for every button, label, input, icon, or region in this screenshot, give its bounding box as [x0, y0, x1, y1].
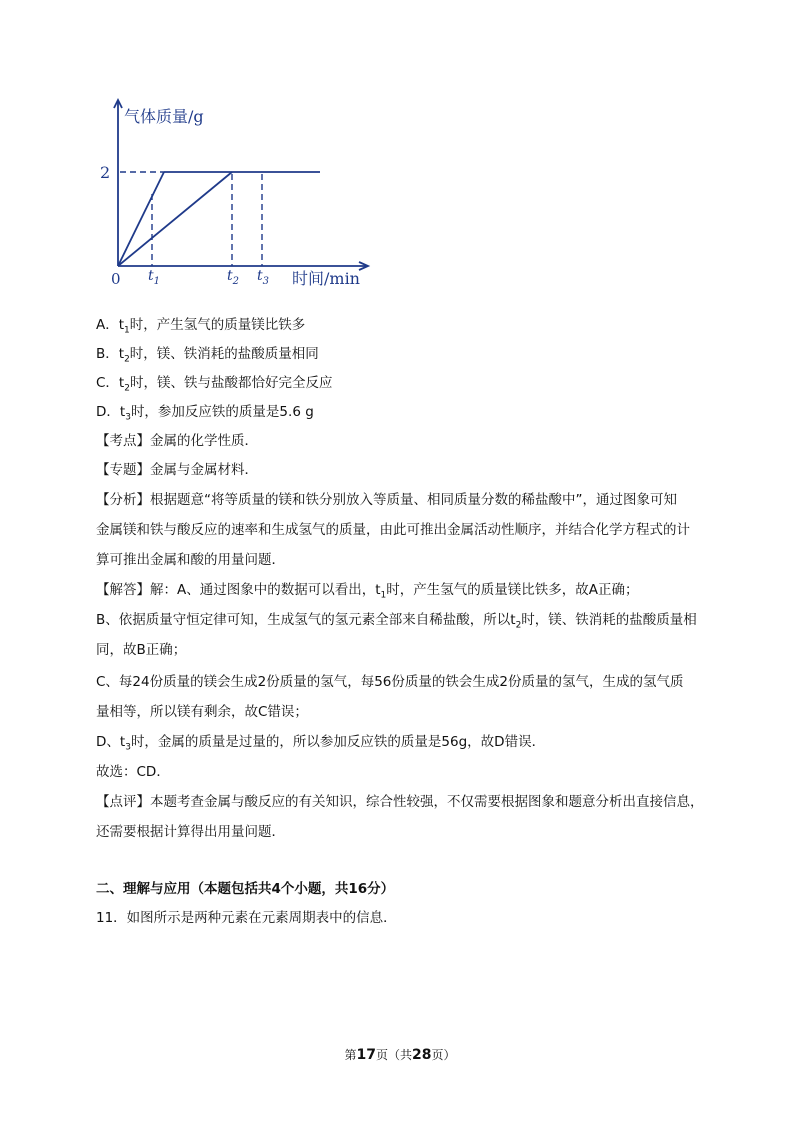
t3-label: $t_3$: [257, 268, 270, 287]
answer-choice: 故选：CD．: [96, 764, 170, 780]
iron-line: [118, 172, 232, 266]
question-11: 11．如图所示是两种元素在元素周期表中的信息．: [96, 910, 397, 926]
answer-line-2: B、依据质量守恒定律可知，生成氢气的氢元素全部来自稀盐酸，所以$t_2$时，镁、铁消耗的盐酸质量相: [96, 612, 697, 631]
y-tick-2: 2: [100, 163, 111, 182]
gas-mass-graph: [100, 94, 384, 294]
comment-line-1: 【点评】本题考查金属与酸反应的有关知识，综合性较强，不仅需要根据图象和题意分析出直接信息，: [96, 794, 704, 810]
comment-line-2: 还需要根据计算得出用量问题．: [96, 824, 285, 840]
answer-line-6: D、$t_3$时，金属的质量是过量的，所以参加反应铁的质量是56g，故D错误．: [96, 734, 546, 753]
analysis-line-3: 算可推出金属和酸的用量问题．: [96, 552, 285, 568]
option-a: A．$t_1$时，产生氢气的质量镁比铁多: [96, 317, 306, 336]
kaodian-line: 【考点】金属的化学性质．: [96, 433, 258, 449]
answer-line-1: 【解答】解：A、通过图象中的数据可以看出，$t_1$时，产生氢气的质量镁比铁多，故A正确；: [96, 582, 639, 601]
section-2-heading: 二、理解与应用（本题包括共4个小题，共16分）: [96, 881, 395, 897]
option-b: B．$t_2$时，镁、铁消耗的盐酸质量相同: [96, 346, 319, 365]
option-d: D．$t_3$时，参加反应铁的质量是5.6 g: [96, 404, 314, 423]
x-axis-label: 时间/min: [292, 269, 360, 288]
t2-label: $t_2$: [227, 268, 240, 287]
option-c: C．$t_2$时，镁、铁与盐酸都恰好完全反应: [96, 375, 333, 394]
page-footer: 第17页（共28页）: [344, 1047, 456, 1063]
zhuanti-line: 【专题】金属与金属材料．: [96, 462, 258, 478]
origin-label: 0: [111, 270, 121, 288]
answer-line-3: 同，故B正确；: [96, 642, 187, 658]
analysis-line-2: 金属镁和铁与酸反应的速率和生成氢气的质量，由此可推出金属活动性顺序，并结合化学方程式的计: [96, 522, 690, 538]
answer-line-5: 量相等，所以镁有剩余，故C错误；: [96, 704, 308, 720]
t1-label: $t_1$: [148, 268, 161, 287]
y-axis-label: 气体质量/g: [124, 107, 204, 126]
analysis-line-1: 【分析】根据题意“将等质量的镁和铁分别放入等质量、相同质量分数的稀盐酸中”，通过图象可知: [96, 492, 677, 508]
answer-line-4: C、每24份质量的镁会生成2份质量的氢气，每56份质量的铁会生成2份质量的氢气，生成的氢气质: [96, 674, 684, 690]
magnesium-line: [118, 172, 164, 266]
